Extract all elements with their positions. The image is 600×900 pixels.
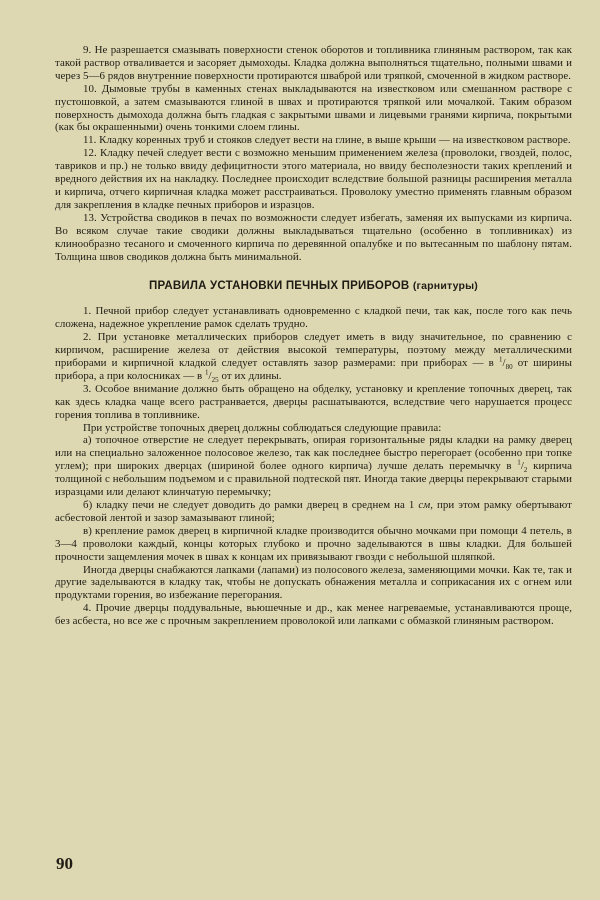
rule-a — [55, 434, 572, 499]
fraction-1-80: $^1/_{80}$ — [498, 355, 513, 372]
rule-b — [55, 499, 572, 525]
paragraph-9: 9. Не разрешается смазывать поверхности стенок оборотов и топливника глиняным раствором, так как такой раствор отваливается и засоряет дымоходы. Кладка должна выполняться тщательно, полными швами и через 5—6 рядов внутренние поверхности протираются шваброй или тряпкой, смоченной в жидком растворе. — [55, 44, 572, 82]
fraction-numerator: 1 — [517, 458, 521, 467]
page-content — [55, 44, 572, 628]
rule-a-text-1: а) топочное отверстие не следует перекрывать, опирая горизонтальные ряды кладки на рамку дверец или на специально заложенное полосовое железо, так как последнее быстро перегорает (особенно при топке углем); при широких дверцах (шириной более одного кирпича) лучше делать перемычку в — [55, 434, 572, 473]
fraction-denominator: 25 — [211, 376, 219, 385]
rule-a-text-2: кирпича толщиной с небольшим подъемом и с правильной подтеской пят. Иногда такие дверцы перекрывают старыми изразцами или делают клинчатую перемычку; — [55, 460, 572, 499]
paragraph-11: 11. Кладку коренных труб и стояков следует вести на глине, в выше крыши — на известковом растворе. — [83, 134, 571, 147]
rule-b-text-2: , при этом рамку обертывают асбестовой лентой и зазор замазывают глиной; — [55, 499, 572, 524]
paragraph-12: 12. Кладку печей следует вести с возможно меньшим применением железа (проволоки, гвоздей, полос, тавриков и пр.) не только ввиду дефицитности этого материала, но ввиду бесполезности таких креплений и вредного действия их на накладку. Последнее происходит вследствие большой разницы расширения металла и кирпича, отчего кирпичная кладка может расстраиваться. Проволоку уместно применять главным образом для закрепления в кладке печных приборов и изразцов. — [55, 147, 572, 211]
fraction-numerator: 1 — [498, 355, 503, 364]
fraction-1-2: $^1/_2$ — [517, 458, 528, 475]
fraction-denominator: 80 — [505, 363, 513, 372]
page-number: 90 — [56, 854, 73, 873]
heading-subtitle: (гарнитуры) — [412, 280, 478, 293]
section-heading — [55, 279, 572, 293]
rule-v: в) крепление рамок дверец в кирпичной кладке производится обычно мочками при помощи 4 петель, в 3—4 проволоки каждый, концы которых глубоко и прочно заделываются в швы кладки. Для большей прочности защемления мочек в швах к концам их привязывают гвозди с небольшой шляпкой. — [55, 524, 572, 563]
fraction-numerator: 1 — [204, 368, 209, 377]
heading-title: ПРАВИЛА УСТАНОВКИ ПЕЧНЫХ ПРИБОРОВ — [149, 280, 410, 293]
rule-3: 3. Особое внимание должно быть обращено на обделку, установку и крепление топочных дверец, так как здесь кладка чаще всего растранвается, дверцы расшатываются, вследствие чего нарушается процесс горения топлива в топливнике. — [55, 382, 572, 421]
rule-intro: При устройстве топочных дверец должны соблюдаться следующие правила: — [83, 421, 442, 434]
paragraph-10: 10. Дымовые трубы в каменных стенах выкладываются на известковом или смешанном растворе с пустошовкой, а затем смазываются глиной в швах и протираются тряпкой или мочалкой. Таким образом поверхность дымохода должна быть гладкая с закрытыми швами и лицевыми гранями кирпича, покрытыми (как бы окрашенными) очень тонкими слоем глины. — [55, 82, 572, 134]
rule-2-text-b: от ширины прибора, а при колосниках — в — [55, 357, 573, 382]
rule-2-text-a: 2. При установке металлических приборов следует иметь в виду значительное, по сравнению с кирпичом, расширение железа от действия высокой температуры, поэтому между металлическими приборами и кирпичной кладкой следует оставлять зазор размерами: при приборах — в — [55, 331, 572, 370]
unit-cm: см — [418, 499, 431, 511]
rule-b-text-1: б) кладку печи не следует доводить до рамки дверец в среднем на 1 — [83, 499, 419, 511]
fraction-denominator: 2 — [523, 466, 528, 475]
rule-1: 1. Печной прибор следует устанавливать одновременно с кладкой печи, так как, после того как печь сложена, надежное укрепление рамок сделать трудно. — [55, 305, 572, 331]
paragraph-13: 13. Устройства сводиков в печах по возможности следует избегать, заменяя их выпусками из кирпича. Во всяком случае такие сводики должны выкладываться тщательно (особенно в топливниках) из клинообразно тесаного и смоченного кирпича по деревянной опалубке и по вытесанным по шаблону пятам. Толщина швов сводиков должна быть минимальной. — [55, 211, 572, 263]
rule-2 — [55, 331, 572, 383]
fraction-1-25: $^1/_{25}$ — [204, 368, 219, 385]
rule-lugs: Иногда дверцы снабжаются лапками (лапами) из полосового железа, заменяющими мочки. Как те, так и другие заделываются в кладку так, чтобы не допускать обнажения металла и соприкасания их с огнем или продуктами горения, во избежание перегорания. — [55, 563, 572, 602]
rule-4: 4. Прочие дверцы поддувальные, вьюшечные и др., как менее нагреваемые, устанавливаются проще, без асбеста, но все же с прочным закреплением проволокой или лапками с обмазкой глиняным раствором. — [55, 602, 572, 628]
rule-2-text-c: от их длины. — [218, 369, 282, 382]
